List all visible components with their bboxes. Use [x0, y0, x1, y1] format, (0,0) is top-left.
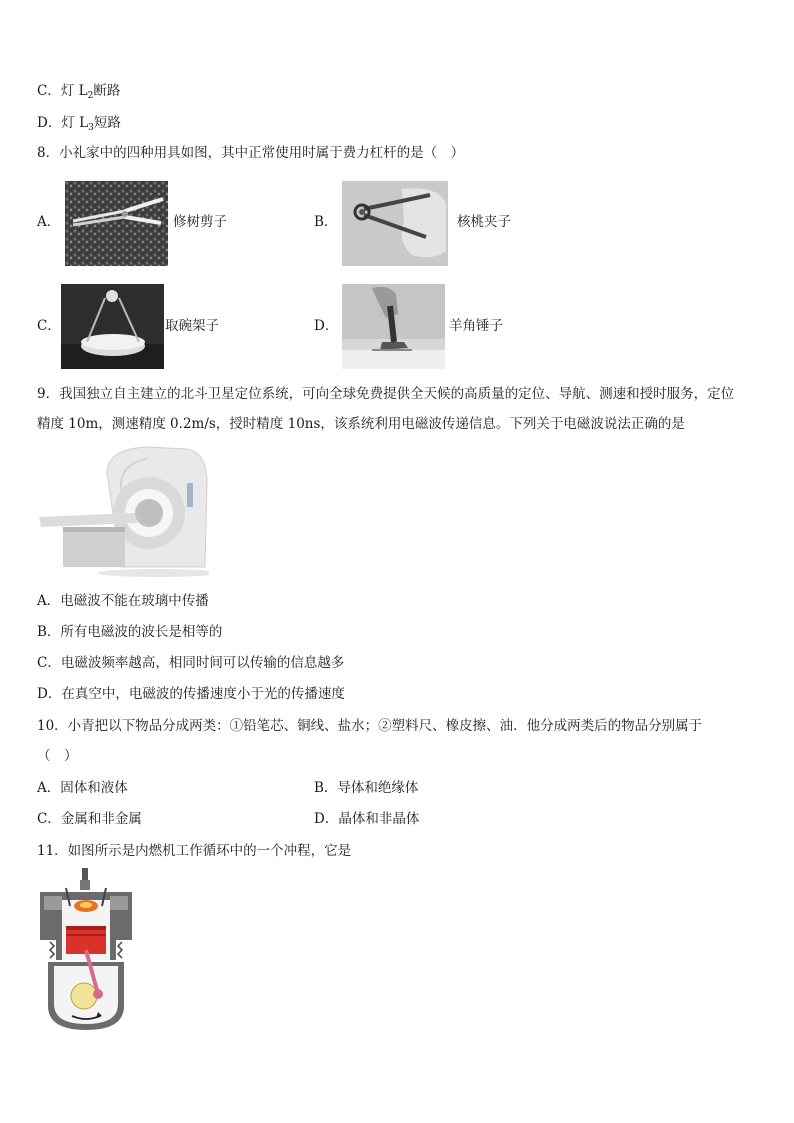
q8-option-d-letter: D． — [314, 318, 339, 334]
q8-option-c-letter: C． — [37, 318, 61, 334]
q8-stem: 8．小礼家中的四种用具如图，其中正常使用时属于费力杠杆的是（ ） — [37, 145, 465, 161]
q8-option-b-label: 核桃夹子 — [457, 214, 511, 230]
q9-stem-line1: 9．我国独立自主建立的北斗卫星定位系统，可向全球免费提供全天候的高质量的定位、导航、测速和授时服务，定位 — [37, 386, 735, 402]
claw-hammer-photo — [342, 284, 445, 369]
engine-stroke-diagram — [36, 866, 136, 1032]
q10-option-a: A．固体和液体 — [37, 780, 128, 796]
q9-option-b: B．所有电磁波的波长是相等的 — [37, 624, 223, 640]
q10-stem-line2: （ ） — [37, 748, 78, 764]
pruning-shears-photo — [65, 181, 168, 266]
q9-option-c: C．电磁波频率越高，相同时间可以传输的信息越多 — [37, 655, 345, 671]
q8-option-a-label: 修树剪子 — [173, 214, 227, 230]
q8-option-c-label: 取碗架子 — [165, 318, 219, 334]
q9-option-d: D．在真空中，电磁波的传播速度小于光的传播速度 — [37, 686, 345, 702]
mri-scanner-photo — [37, 443, 209, 579]
q7-option-c: C．灯 $L_2$断路 — [37, 83, 121, 101]
q7-option-d: D．灯 $L_3$短路 — [37, 115, 121, 133]
q10-options-row1 — [37, 778, 757, 798]
q10-option-d: D．晶体和非晶体 — [314, 811, 420, 827]
bowl-lifter-photo — [61, 284, 164, 369]
q10-option-b: B．导体和绝缘体 — [314, 780, 419, 796]
q8-option-b-letter: B． — [314, 214, 338, 230]
q10-options-row2 — [37, 809, 757, 829]
q8-option-d-label: 羊角锤子 — [449, 318, 503, 334]
q10-option-c: C．金属和非金属 — [37, 811, 142, 827]
q8-option-a-letter: A． — [37, 214, 61, 230]
nutcracker-photo — [342, 181, 448, 266]
q10-stem-line1: 10．小青把以下物品分成两类：①铅笔芯、铜线、盐水；②塑料尺、橡皮擦、油．他分成两类后的物品分别属于 — [37, 718, 703, 734]
q9-option-a: A．电磁波不能在玻璃中传播 — [37, 593, 209, 609]
q9-stem-line2: 精度 10m，测速精度 0.2m/s，授时精度 10ns，该系统利用电磁波传递信息。下列关于电磁波说法正确的是 — [37, 416, 685, 432]
q11-stem: 11．如图所示是内燃机工作循环中的一个冲程，它是 — [37, 843, 352, 859]
